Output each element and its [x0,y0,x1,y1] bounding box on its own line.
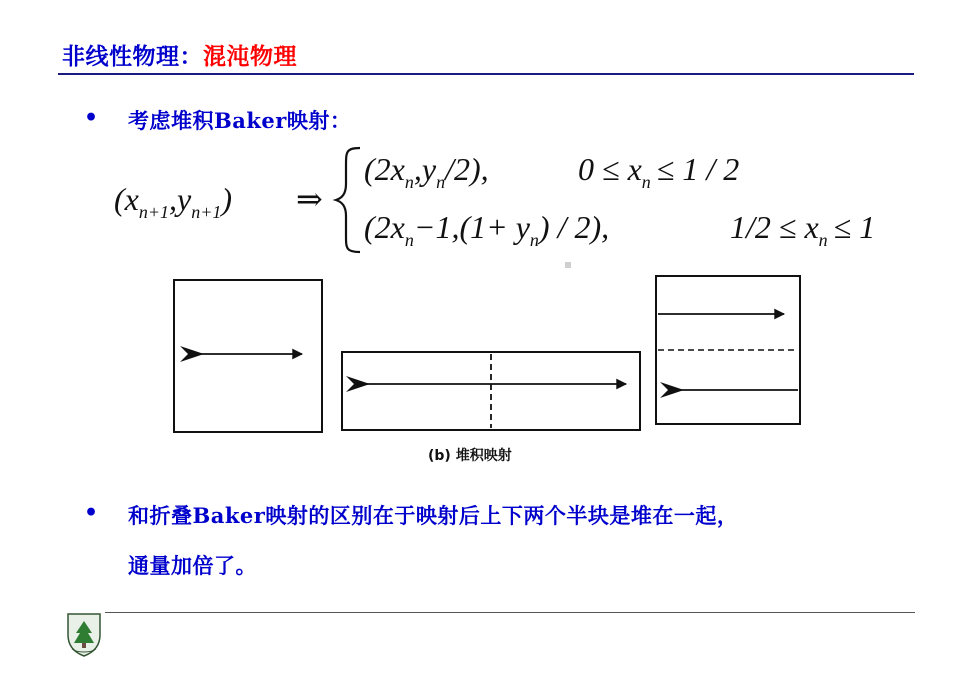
formula-lhs-close: ) [221,181,233,217]
case2-cond-end: ≤ 1 [833,209,876,245]
formula-lhs-open: (x [114,181,139,217]
svg-text:(2xn−1,(1+ yn) / 2), [364,209,609,250]
case1-b: ,y [413,151,437,187]
svg-text:(xn+1,yn+1) [114,181,232,222]
case2-sub2: n [529,230,539,250]
formula-brace [336,148,360,252]
baker-map-formula [108,138,938,258]
title-divider [58,73,914,75]
slide-title [62,38,297,71]
case2-b: −1,(1+ y [413,209,530,245]
formula-lhs-sub2: n+1 [191,202,222,222]
case2-cond: 1/2 ≤ x [730,209,819,245]
case2-cond-sub: n [818,230,828,250]
footer-divider [105,612,915,613]
case1-sub: n [404,172,414,192]
case2-c: ) / 2), [538,209,610,245]
case2-a: (2x [364,209,405,245]
case2-sub: n [404,230,414,250]
case1-cond-sub: n [641,172,651,192]
stray-dot [565,262,571,268]
case1-c: /2), [445,151,489,187]
title-highlight: 混沌物理 [203,43,297,70]
case1-sub2: n [436,172,446,192]
bullet-marker-1: • [84,105,99,131]
formula-arrow: ⇒ [296,180,323,218]
case1-cond-end: ≤ 1 / 2 [656,151,740,187]
case1-cond: 0 ≤ x [578,151,642,187]
bullet-text-2: 和折叠Baker映射的区别在于映射后上下两个半块是堆在一起， [128,503,739,528]
university-logo-icon [64,611,104,657]
title-prefix: 非线性物理： [62,43,203,70]
case1-a: (2x [364,151,405,187]
svg-text:1/2 ≤ xn≤ 1 [730,209,875,250]
formula-lhs-mid: ,y [169,181,192,217]
stacked-baker-diagram [170,272,820,442]
svg-text:(2xn,yn/2), [364,151,489,192]
figure-caption: (b) 堆积映射 [428,448,512,464]
bullet-marker-2: • [84,500,99,526]
bullet-text-1: 考虑堆积Baker映射： [128,108,352,133]
bullet-text-2-continuation: 通量加倍了。 [128,553,257,578]
formula-lhs-sub1: n+1 [138,202,170,222]
svg-text:0 ≤ xn≤ 1 / 2 [578,151,739,192]
